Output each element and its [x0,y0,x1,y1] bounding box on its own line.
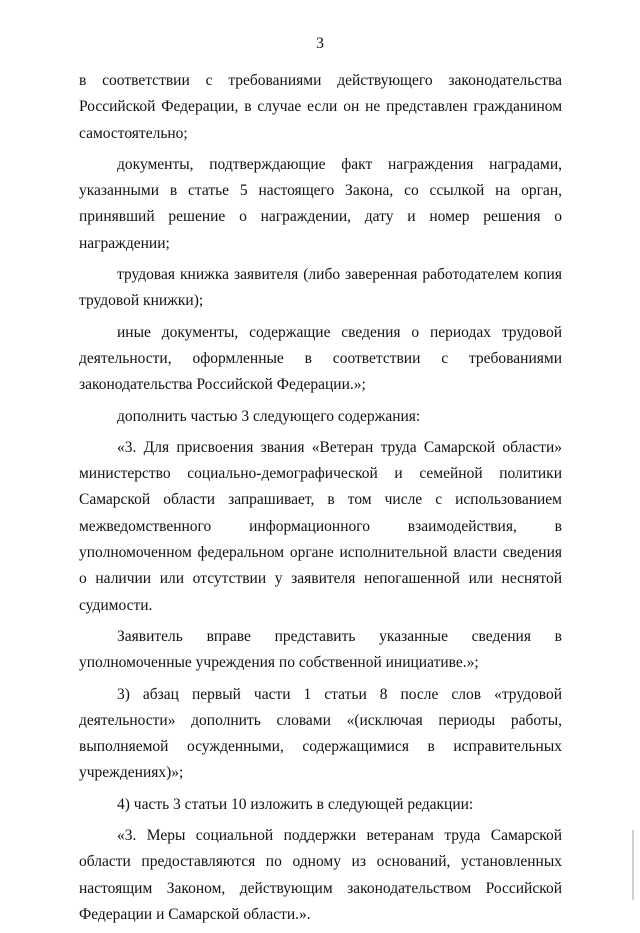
document-body [79,68,562,933]
paragraph-8: 3) абзац первый части 1 статьи 8 после слов «трудовой деятельности» дополнить словами «(исключая периоды работы, выполняемой осужденными, содержащимися в исправительных учреждениях)»; [79,685,562,782]
paragraph-10: «3. Меры социальной поддержки ветеранам труда Самарской области предоставляются по одному из оснований, установленных настоящим Законом, действующим законодательством Российской Федерации и Самарской области.». [79,827,562,923]
paragraph-1: в соответствии с требованиями действующего законодательства Российской Федерации, в случае если он не представлен гражданином самостоятельно; [79,72,562,142]
paragraph-4: иные документы, содержащие сведения о периодах трудовой деятельности, оформленные в соответствии с требованиями законодательства Российской Федерации.»; [79,323,562,394]
page-number: 3 [316,35,324,52]
scan-edge-mark [632,830,634,900]
paragraph-3: трудовая книжка заявителя (либо заверенная работодателем копия трудовой книжки); [79,266,562,310]
paragraph-7: Заявитель вправе представить указанные сведения в уполномоченные учреждения по собственной инициативе.»; [79,627,562,672]
paragraph-6: «3. Для присвоения звания «Ветеран труда Самарской области» министерство социально-демографической и семейной политики Самарской области запрашивает, в том числе с использованием межведомственного информационного взаимодействия, в уполномоченном федеральном органе исполнительной власти сведения о наличии или отсутствии у заявителя непогашенной или неснятой судимости. [79,438,562,614]
paragraph-9: 4) часть 3 статьи 10 изложить в следующей редакции: [117,795,474,813]
paragraph-5: дополнить частью 3 следующего содержания: [117,407,421,425]
paragraph-2: документы, подтверждающие факт награждения наградами, указанными в статье 5 настоящего Закона, со ссылкой на орган, принявший решение о награждении, дату и номер решения о награждении; [79,155,562,252]
